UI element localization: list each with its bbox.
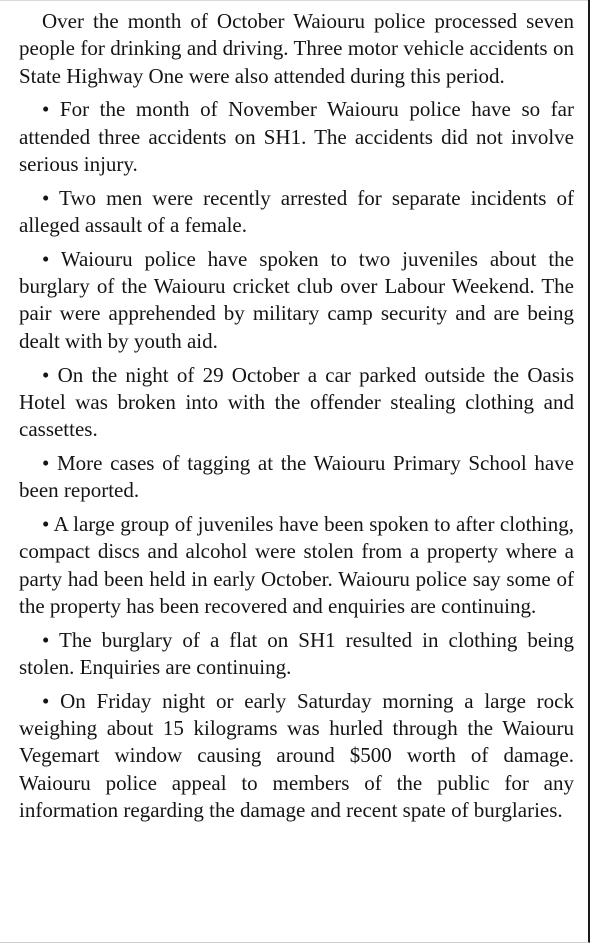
- paragraph-cricket-club-burglary: • Waiouru police have spoken to two juveniles about the burglary of the Waiouru cricket club over Labour Weekend. The pair were apprehended by military camp security and are being dealt with by youth aid.: [19, 246, 574, 353]
- paragraph-flat-burglary: • The burglary of a flat on SH1 resulted in clothing being stolen. Enquiries are continuing.: [19, 627, 574, 680]
- paragraph-november-accidents: • For the month of November Waiouru police have so far attended three accidents on SH1. The accidents did not involve serious injury.: [19, 97, 574, 176]
- paragraph-assault-arrests: • Two men were recently arrested for separate incidents of alleged assault of a female.: [19, 185, 574, 238]
- paragraph-vegemart-rock: • On Friday night or early Saturday morning a large rock weighing about 15 kilograms was hurled through the Waiouru Vegemart window causing around $500 worth of damage. Waiouru police appeal to members of the public for any information regarding the damage and recent spate of burglaries.: [19, 688, 574, 823]
- paragraph-oasis-hotel-car: • On the night of 29 October a car parked outside the Oasis Hotel was broken into with the offender stealing clothing and cassettes.: [19, 362, 574, 442]
- paragraph-school-tagging: • More cases of tagging at the Waiouru Primary School have been reported.: [19, 450, 574, 503]
- paragraph-party-theft: • A large group of juveniles have been spoken to after clothing, compact discs and alcohol were stolen from a property where a party had been held in early October. Waiouru police say some of the property has been recovered and enquiries are continuing.: [19, 512, 574, 618]
- paragraph-drink-driving: Over the month of October Waiouru police processed seven people for drinking and driving. Three motor vehicle accidents on State Highway One were also attended during this period.: [19, 9, 574, 88]
